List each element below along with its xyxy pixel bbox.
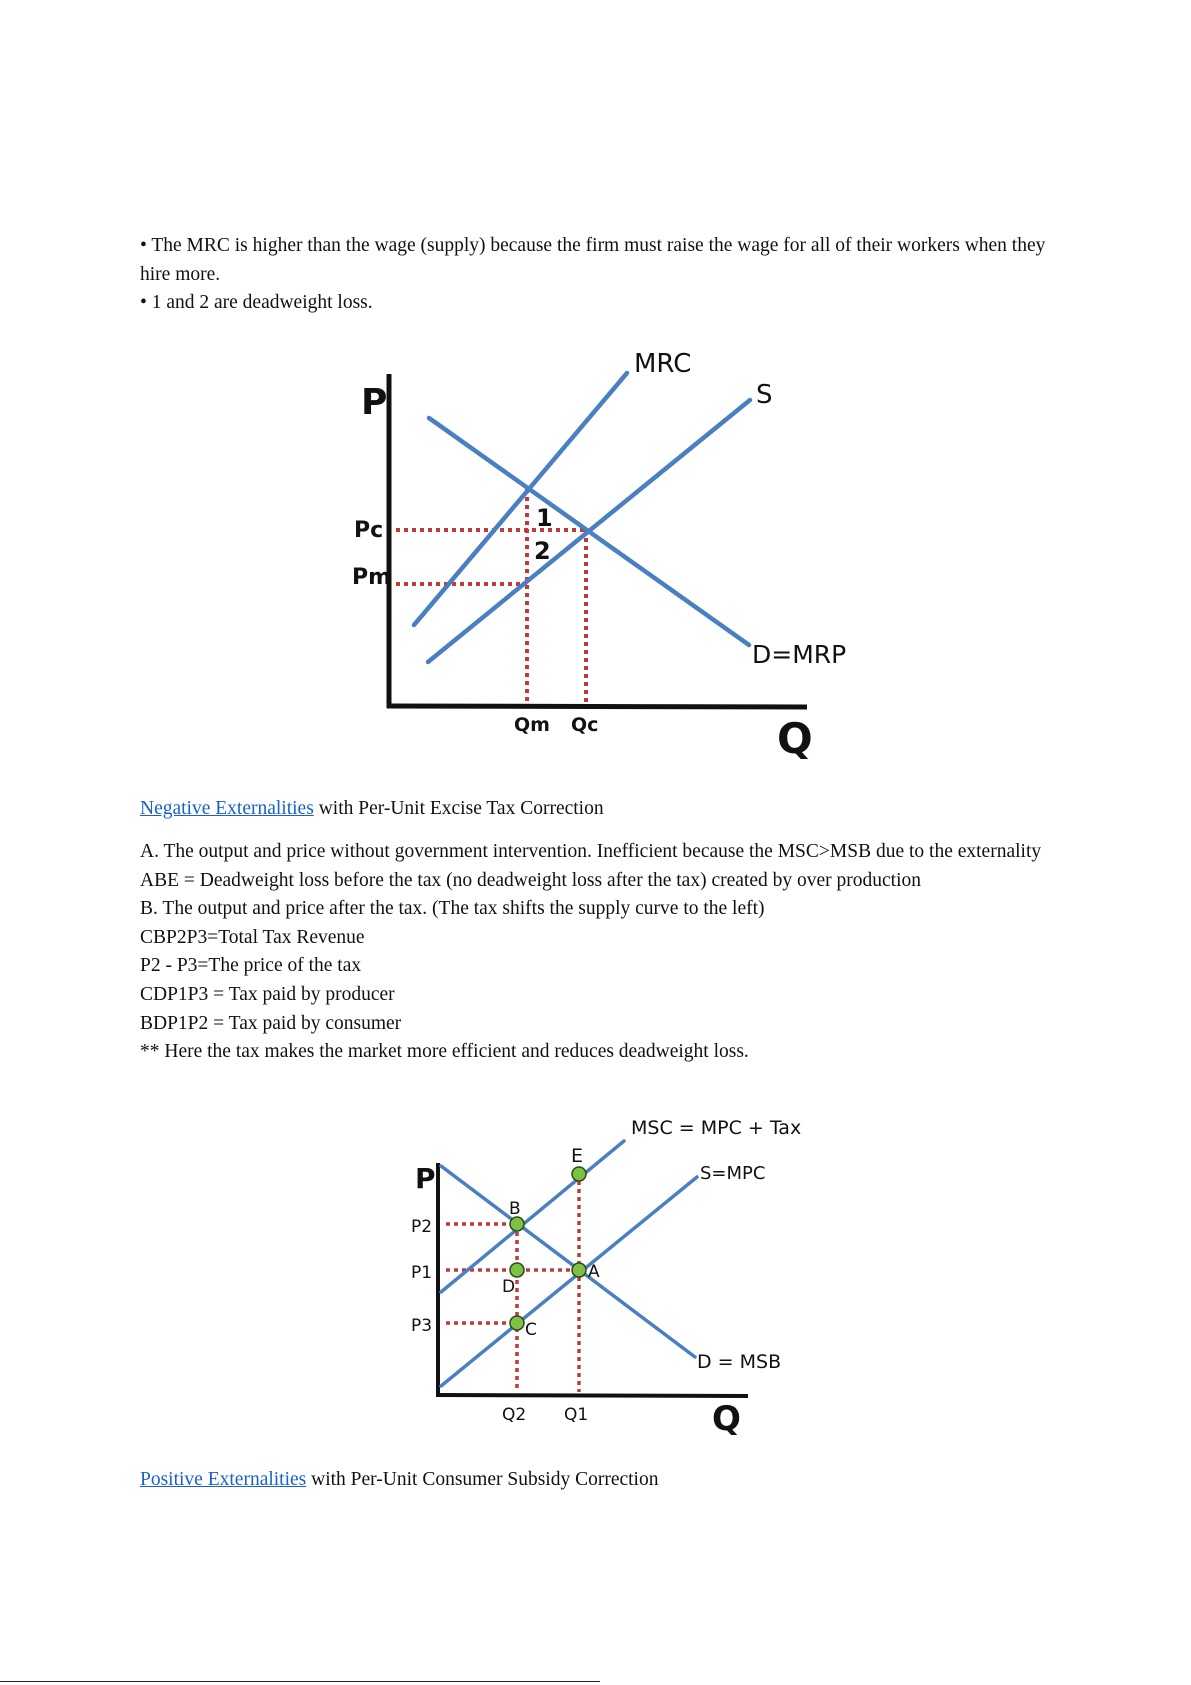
chart2-s-curve <box>441 1177 697 1386</box>
chart2-d-label: D = MSB <box>697 1351 782 1373</box>
chart1-s-label: S <box>756 380 773 410</box>
negative-externalities-rest: with Per-Unit Excise Tax Correction <box>313 798 604 819</box>
footer-rule <box>0 1681 600 1682</box>
chart2-p3-label: P3 <box>411 1316 433 1336</box>
explanation-b: B. The output and price after the tax. (The tax shifts the supply curve to the left) <box>140 898 765 920</box>
chart1-mrc-label: MRC <box>634 349 692 379</box>
chart2-x-axis <box>436 1395 748 1396</box>
chart1-region-1: 1 <box>536 504 553 532</box>
chart2-s-label: S=MPC <box>700 1163 766 1184</box>
chart2-c-label: C <box>525 1320 537 1340</box>
chart2-a-label: A <box>588 1262 600 1282</box>
chart2-y-label: P <box>415 1162 436 1195</box>
chart2-point-a <box>572 1263 586 1277</box>
chart2-msc-label: MSC = MPC + Tax <box>631 1117 802 1139</box>
chart1-pm-label: Pm <box>352 565 392 590</box>
chart1-qc-label: Qc <box>571 714 599 736</box>
chart2-b-label: B <box>509 1199 521 1219</box>
chart1-d-label: D=MRP <box>752 640 847 669</box>
positive-externalities-heading <box>140 1466 1060 1495</box>
explanation-abe: ABE = Deadweight loss before the tax (no deadweight loss after the tax) created by over production <box>140 869 921 891</box>
intro-bullet-mrc: • The MRC is higher than the wage (supply) because the firm must raise the wage for all of their workers when they hire more. <box>140 235 1046 285</box>
positive-externalities-link[interactable]: Positive Externalities <box>140 1469 307 1490</box>
intro-bullet-deadweight: • 1 and 2 are deadweight loss. <box>140 292 373 314</box>
chart2-q1-label: Q1 <box>564 1405 589 1425</box>
chart2-point-e <box>572 1167 586 1181</box>
chart1-x-label: Q <box>777 714 813 763</box>
explanation-producer: CDP1P3 = Tax paid by producer <box>140 983 395 1005</box>
explanation-revenue: CBP2P3=Total Tax Revenue <box>140 926 365 948</box>
chart1-y-label: P <box>361 382 388 423</box>
explanation-a: A. The output and price without government intervention. Inefficient because the MSC>MSB due to the externality <box>140 841 1042 862</box>
explanation-price-of-tax: P2 - P3=The price of the tax <box>140 955 362 977</box>
chart2-d-point-label: D <box>502 1277 516 1297</box>
explanation-consumer: BDP1P2 = Tax paid by consumer <box>140 1012 402 1034</box>
chart2-x-label: Q <box>712 1399 741 1439</box>
explanation-note: ** Here the tax makes the market more efficient and reduces deadweight loss. <box>140 1041 749 1063</box>
chart2-point-d <box>510 1263 524 1277</box>
chart1-region-2: 2 <box>534 537 551 565</box>
chart2-point-c <box>510 1316 524 1330</box>
chart2-p2-label: P2 <box>411 1217 433 1237</box>
chart2-p1-label: P1 <box>411 1263 433 1283</box>
chart1-qm-label: Qm <box>514 714 550 736</box>
chart2-point-b <box>510 1217 524 1231</box>
chart2-e-label: E <box>571 1145 584 1167</box>
chart2-q2-label: Q2 <box>502 1405 527 1425</box>
positive-externalities-rest: with Per-Unit Consumer Subsidy Correction <box>306 1469 659 1490</box>
chart1-pc-label: Pc <box>354 518 384 543</box>
negative-externalities-link[interactable]: Negative Externalities <box>140 798 314 819</box>
